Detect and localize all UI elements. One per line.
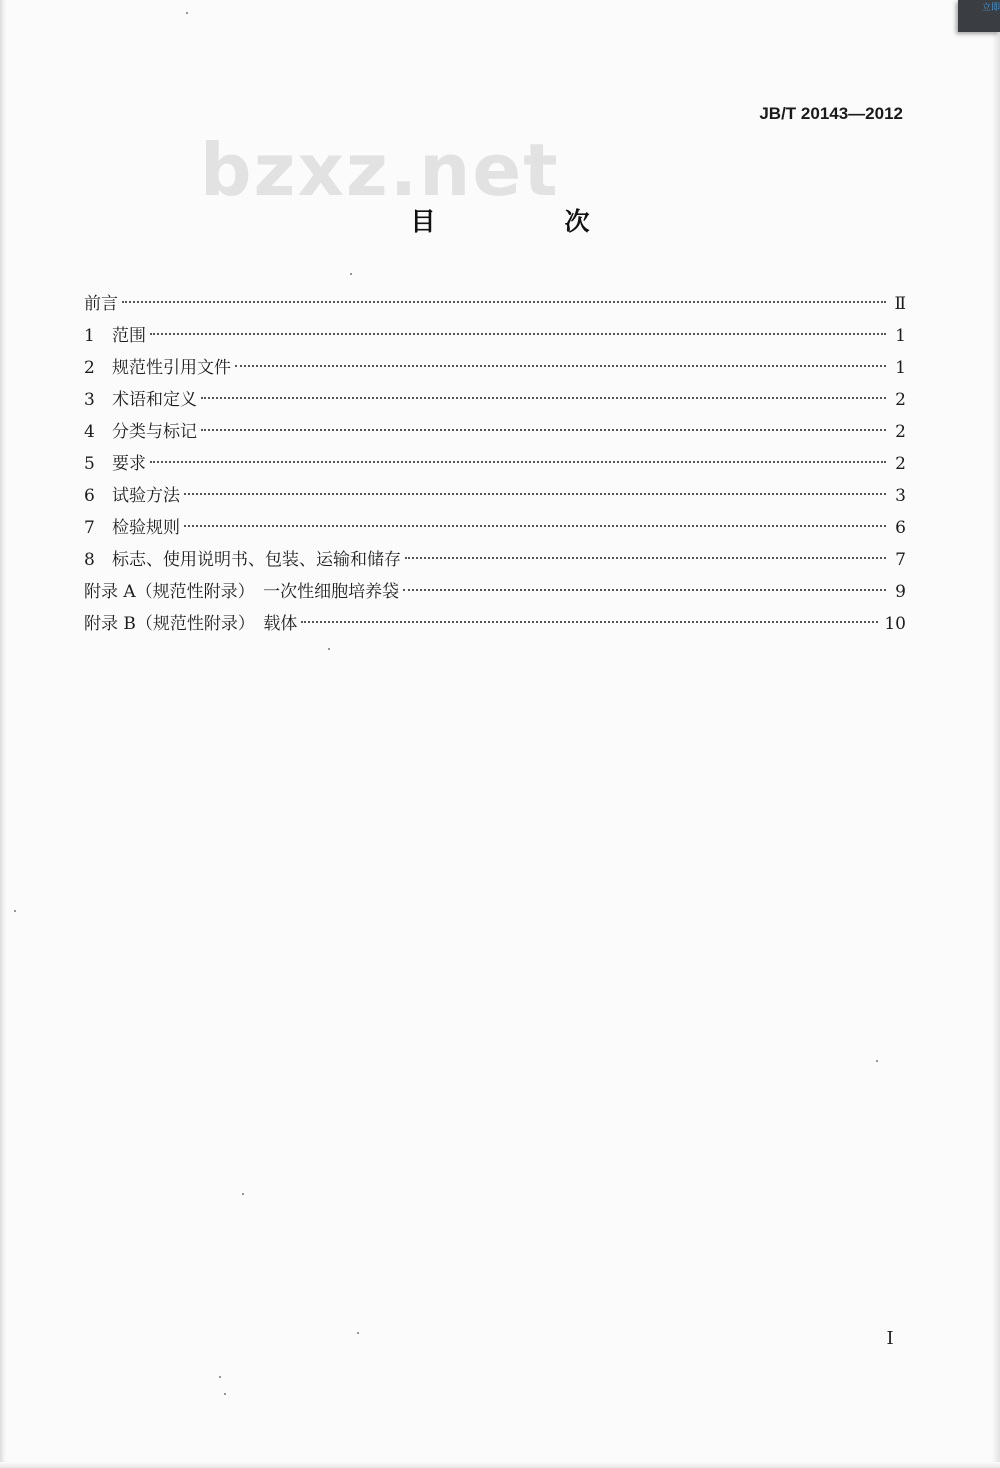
toc-entry-appendix-b [84,608,906,640]
toc-entry-number: 3 [84,390,95,410]
toc-entry-label: 试验方法 [112,486,180,506]
toc-entry-preface [84,288,906,320]
toc-entry-page: Ⅱ [894,294,906,314]
watermark: bzxz.net [200,128,560,212]
toc-entry-page: 1 [895,358,906,378]
toc-leader-dots [201,397,886,399]
toc-entry-appendix-a [84,576,906,608]
page-right-edge [992,0,1000,1468]
toc-entry-label: 标志、使用说明书、包装、运输和储存 [112,550,401,570]
toc-leader-dots [301,621,878,623]
toc-entry-number: 2 [84,358,95,378]
toc-entry-label: 附录 A（规范性附录） 一次性细胞培养袋 [84,582,400,602]
scan-speck [357,1332,359,1334]
toc-entry-number: 1 [84,326,95,346]
corner-overlay-label: 立即 [981,3,1000,13]
toc-leader-dots [201,429,886,431]
toc-entry-number: 5 [84,454,95,474]
scan-speck [242,1193,244,1195]
toc-leader-dots [122,301,886,303]
toc-leader-dots [184,493,886,495]
toc-leader-dots [403,589,886,591]
scan-speck [14,910,16,912]
table-of-contents [84,288,906,640]
toc-entry-page: 2 [895,390,906,410]
toc-entry-page: 7 [895,550,906,570]
toc-entry-page: 9 [895,582,906,602]
toc-title: 目 次 [410,207,642,236]
toc-entry-6 [84,480,906,512]
toc-entry-label: 规范性引用文件 [112,358,231,378]
toc-leader-dots [405,557,886,559]
toc-entry-page: 3 [895,486,906,506]
corner-overlay-button[interactable] [958,0,1000,32]
toc-entry-label: 附录 B（规范性附录） 载体 [84,614,298,634]
toc-entry-4 [84,416,906,448]
toc-leader-dots [150,333,886,335]
scan-speck [186,12,188,14]
toc-entry-7 [84,512,906,544]
page-left-edge [0,0,7,1468]
toc-leader-dots [235,365,886,367]
toc-entry-label: 分类与标记 [112,422,197,442]
scan-speck [328,648,330,650]
toc-entry-label: 术语和定义 [112,390,197,410]
scan-speck [876,1060,878,1062]
toc-entry-2 [84,352,906,384]
toc-entry-page: 10 [884,614,906,634]
toc-entry-5 [84,448,906,480]
page-number: I [886,1328,894,1349]
scan-speck [219,1376,221,1378]
toc-entry-label: 前言 [84,294,118,314]
toc-entry-number: 6 [84,486,95,506]
toc-entry-page: 2 [895,454,906,474]
toc-entry-1 [84,320,906,352]
document-code: JB/T 20143—2012 [759,104,903,123]
toc-entry-label: 要求 [112,454,146,474]
toc-entry-page: 2 [895,422,906,442]
toc-entry-number: 7 [84,518,95,538]
toc-entry-page: 6 [895,518,906,538]
toc-entry-3 [84,384,906,416]
toc-entry-8 [84,544,906,576]
toc-entry-label: 范围 [112,326,146,346]
toc-entry-number: 4 [84,422,95,442]
toc-entry-number: 8 [84,550,95,570]
scan-speck [224,1393,226,1395]
scan-speck [350,273,352,275]
page-bottom-edge [0,1462,1000,1468]
toc-leader-dots [184,525,886,527]
toc-entry-page: 1 [895,326,906,346]
toc-entry-label: 检验规则 [112,518,180,538]
toc-leader-dots [150,461,886,463]
